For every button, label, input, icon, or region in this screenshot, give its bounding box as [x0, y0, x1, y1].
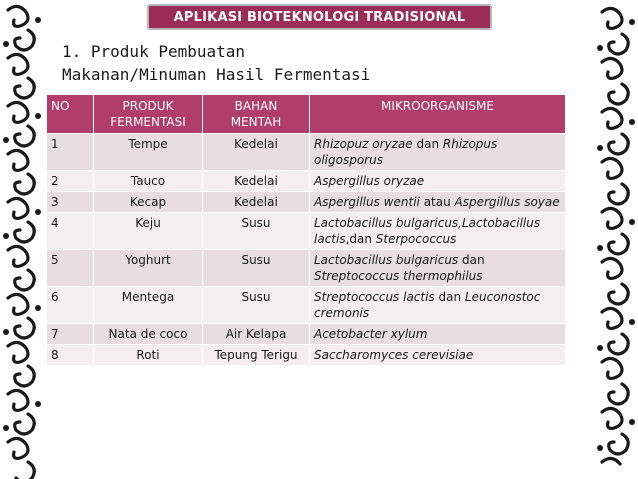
fermentation-table: [46, 94, 566, 366]
table-row: [47, 287, 566, 324]
table-row: [47, 134, 566, 171]
cell-produk: Yoghurt: [94, 250, 203, 287]
cell-no: 5: [47, 250, 94, 287]
cell-no: 1: [47, 134, 94, 171]
cell-bahan: Kedelai: [203, 134, 310, 171]
cell-mikroorganisme: Acetobacter xylum: [310, 324, 566, 345]
table-row: [47, 324, 566, 345]
cell-no: 8: [47, 345, 94, 366]
cell-mikroorganisme: Aspergillus oryzae: [310, 171, 566, 192]
cell-mikroorganisme: Streptococcus lactis dan Leuconostoc cremonis: [310, 287, 566, 324]
heading-line-1: 1. Produk Pembuatan: [62, 42, 246, 61]
header-produk: PRODUK FERMENTASI: [94, 95, 203, 134]
cell-no: 3: [47, 192, 94, 213]
header-no: NO: [47, 95, 94, 134]
cell-bahan: Susu: [203, 213, 310, 250]
table-row: [47, 171, 566, 192]
cell-bahan: Air Kelapa: [203, 324, 310, 345]
cell-bahan: Kedelai: [203, 171, 310, 192]
cell-no: 4: [47, 213, 94, 250]
cell-produk: Nata de coco: [94, 324, 203, 345]
table-row: [47, 192, 566, 213]
table-row: [47, 250, 566, 287]
cell-no: 7: [47, 324, 94, 345]
cell-bahan: Kedelai: [203, 192, 310, 213]
cell-produk: Tempe: [94, 134, 203, 171]
cell-produk: Roti: [94, 345, 203, 366]
cell-bahan: Tepung Terigu: [203, 345, 310, 366]
cell-mikroorganisme: Aspergillus wentii atau Aspergillus soyae: [310, 192, 566, 213]
title-banner: [147, 4, 492, 30]
ornament-border-right: [596, 0, 638, 479]
cell-produk: Keju: [94, 213, 203, 250]
cell-mikroorganisme: Lactobacillus bulgaricus,Lactobacillus lactis,dan Sterpococcus: [310, 213, 566, 250]
cell-produk: Tauco: [94, 171, 203, 192]
cell-mikroorganisme: Lactobacillus bulgaricus dan Streptococcus thermophilus: [310, 250, 566, 287]
table-header-row: [47, 95, 566, 134]
table-row: [47, 345, 566, 366]
cell-produk: Mentega: [94, 287, 203, 324]
cell-no: 6: [47, 287, 94, 324]
banner-title: APLIKASI BIOTEKNOLOGI TRADISIONAL: [173, 9, 466, 25]
section-heading: [62, 40, 370, 86]
cell-bahan: Susu: [203, 250, 310, 287]
cell-bahan: Susu: [203, 287, 310, 324]
heading-line-2: Makanan/Minuman Hasil Fermentasi: [62, 65, 371, 84]
table-row: [47, 213, 566, 250]
cell-no: 2: [47, 171, 94, 192]
header-mikroorganisme: MIKROORGANISME: [310, 95, 566, 134]
cell-mikroorganisme: Rhizopuz oryzae dan Rhizopus oligosporus: [310, 134, 566, 171]
cell-produk: Kecap: [94, 192, 203, 213]
cell-mikroorganisme: Saccharomyces cerevisiae: [310, 345, 566, 366]
ornament-border-left: [0, 0, 46, 479]
header-bahan: BAHAN MENTAH: [203, 95, 310, 134]
